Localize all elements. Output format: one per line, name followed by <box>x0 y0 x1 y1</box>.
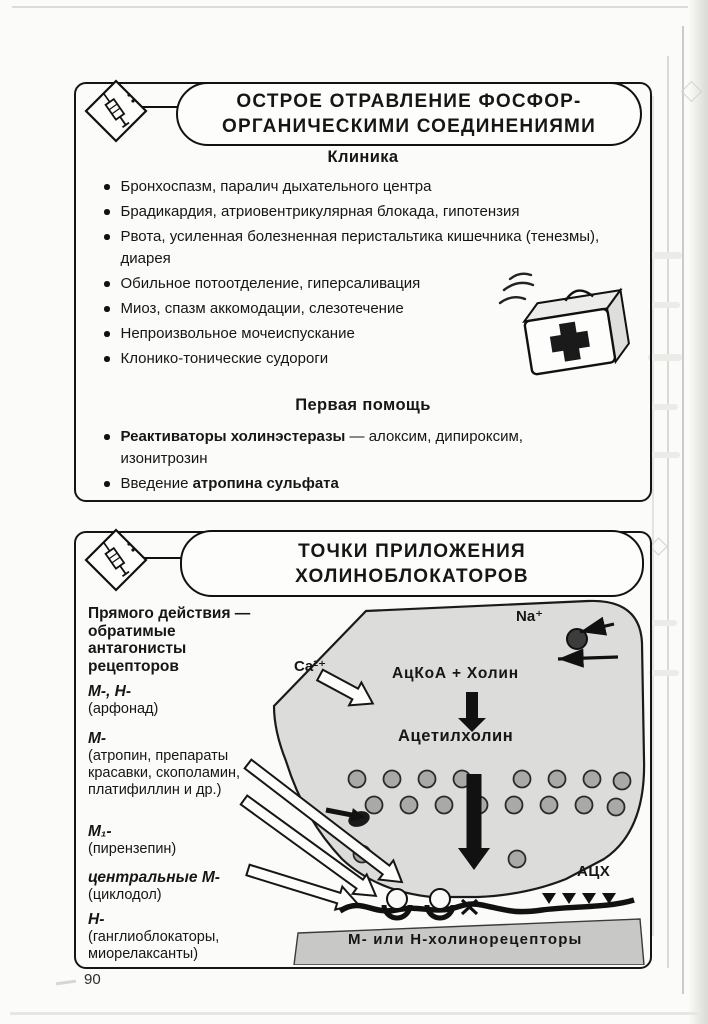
page-edge-line <box>652 96 654 936</box>
title-line: ОСТРОЕ ОТРАВЛЕНИЕ ФОСФОР- <box>236 91 582 112</box>
bullet-icon <box>104 209 110 215</box>
poisoning-panel-title <box>176 82 642 146</box>
sodium-arrow <box>558 657 618 659</box>
page-bottom-edge <box>10 1012 698 1015</box>
first-aid-list <box>104 426 559 498</box>
bullet-icon <box>104 234 110 240</box>
drug-list <box>88 605 273 963</box>
drug-class-label: М- <box>88 730 107 747</box>
list-item <box>104 473 559 495</box>
syringe-icon <box>83 527 149 593</box>
synapse-drawing <box>216 591 648 965</box>
title-line: ТОЧКИ ПРИЛОЖЕНИЯ <box>298 540 526 562</box>
page-edge-line <box>667 56 669 968</box>
drug-examples: (пирензепин) <box>88 841 177 857</box>
list-item-text <box>121 426 560 470</box>
drug-examples: — алоксим, дипироксим, изонитрозин <box>120 428 523 467</box>
title-line: ОРГАНИЧЕСКИМИ СОЕДИНЕНИЯМИ <box>222 116 596 137</box>
list-item-text: Миоз, спазм аккомодации, слезотечение <box>120 300 404 317</box>
drug-examples: (циклодол) <box>88 887 162 903</box>
drug-group <box>88 869 273 904</box>
bullet-icon <box>104 306 110 312</box>
first-aid-heading: Первая помощь <box>295 396 431 414</box>
receptors-label: М- или Н-холинорецепторы <box>348 931 583 948</box>
list-item <box>104 426 559 470</box>
sodium-label: Na⁺ <box>516 608 544 625</box>
syringe-icon <box>83 78 149 144</box>
synapse-diagram <box>216 591 648 965</box>
list-item-text: Непроизвольное мочеиспускание <box>120 325 355 342</box>
list-item <box>104 201 610 223</box>
drug-class-label: Н- <box>88 911 105 928</box>
drug-group <box>88 730 273 799</box>
bleedthrough-mark <box>652 404 678 410</box>
ach-label: АЦХ <box>577 863 611 880</box>
poisoning-panel <box>74 82 652 502</box>
list-item-text: Брадикардия, атриовентрикулярная блокада, гипотензия <box>120 203 520 220</box>
list-item-text: Рвота, усиленная болезненная перистальтика кишечника (тенезмы), диарея <box>120 228 600 267</box>
syringe-diamond-icon <box>83 78 149 144</box>
title-line: ХОЛИНОБЛОКАТОРОВ <box>295 565 529 587</box>
bleedthrough-mark <box>650 452 680 458</box>
first-aid-kit-icon <box>496 260 646 394</box>
bullet-icon <box>104 331 110 337</box>
action-text: Введение <box>120 475 193 492</box>
bleedthrough-mark <box>649 670 679 676</box>
bleedthrough-mark <box>648 354 682 361</box>
list-item-text: Бронхоспазм, паралич дыхательного центра <box>120 178 432 195</box>
drug-group <box>88 911 273 963</box>
scan-mark <box>56 980 76 986</box>
drug-examples: (ганглиоблокаторы, миорелаксанты) <box>88 929 220 962</box>
drug-group <box>88 683 273 718</box>
drug-name: атропина сульфата <box>192 475 339 492</box>
syringe-diamond-icon <box>83 527 149 593</box>
list-item-text <box>121 473 339 495</box>
bullet-icon <box>104 434 110 440</box>
calcium-label: Ca²⁺ <box>294 658 327 675</box>
targets-panel <box>74 531 652 969</box>
drug-examples: (атропин, препараты красавки, скополамин, платифиллин и др.) <box>88 748 241 798</box>
presynaptic-terminal <box>274 601 644 897</box>
targets-panel-title <box>180 530 644 597</box>
drug-class-label: М₁- <box>88 823 112 840</box>
bound-molecule <box>430 889 450 909</box>
list-item-text: Обильное потоотделение, гиперсаливация <box>120 275 421 292</box>
bleedthrough-mark <box>652 302 680 308</box>
drug-examples: (арфонад) <box>88 701 159 717</box>
first-aid-kit-illustration <box>496 260 646 394</box>
bleedthrough-mark <box>651 620 677 626</box>
bound-molecule <box>387 889 407 909</box>
synthesis-label: АцКоА + Холин <box>392 665 519 682</box>
acetylcholine-label: Ацетилхолин <box>398 727 514 745</box>
clinic-heading: Клиника <box>327 148 399 166</box>
drug-list-intro: Прямого действия — обратимые антагонисты рецепторов <box>88 605 251 675</box>
bullet-icon <box>104 356 110 362</box>
list-item <box>104 176 610 198</box>
bullet-icon <box>104 281 110 287</box>
bleedthrough-mark <box>650 252 682 259</box>
drug-group <box>88 823 273 858</box>
page-edge-line <box>682 26 684 994</box>
drug-class-label: центральные М- <box>88 869 220 886</box>
page-top-edge <box>12 6 688 8</box>
ach-molecules <box>542 893 616 904</box>
list-item-text: Клонико-тонические судороги <box>120 350 329 367</box>
page-number: 90 <box>84 971 101 988</box>
drug-group-name: Реактиваторы холинэстеразы <box>120 428 346 445</box>
bullet-icon <box>104 481 110 487</box>
page-stack-shadow <box>688 0 708 1024</box>
bullet-icon <box>104 184 110 190</box>
drug-class-label: М-, Н- <box>88 683 132 700</box>
